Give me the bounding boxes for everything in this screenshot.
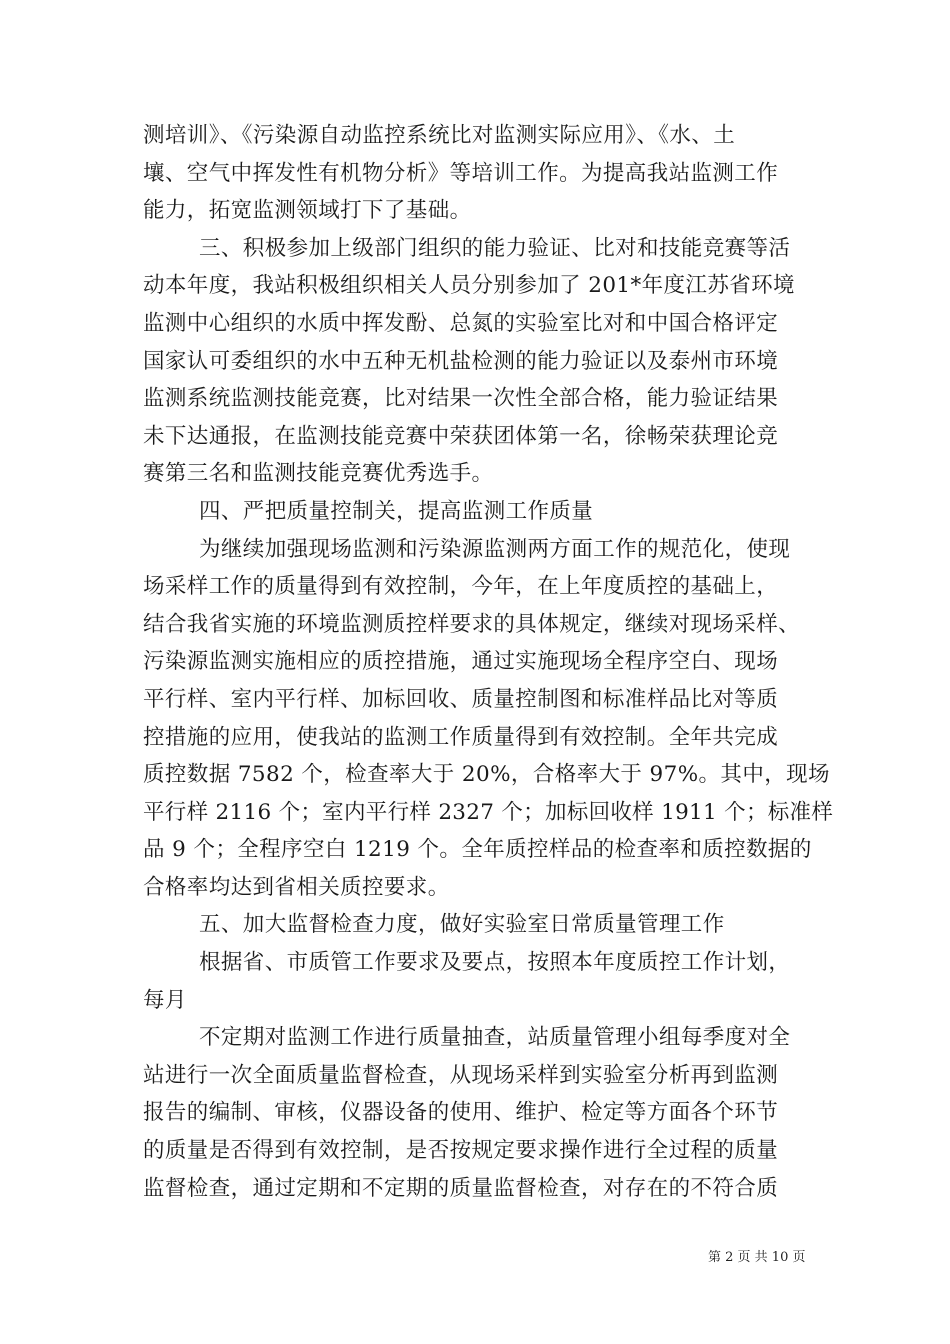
page-number-footer: 第 2 页 共 10 页 <box>708 1250 806 1265</box>
text-line: 壤、空气中挥发性有机物分析》等培训工作。为提高我站监测工作 <box>143 160 779 186</box>
text-line: 赛第三名和监测技能竞赛优秀选手。 <box>143 461 494 487</box>
document-body <box>143 117 833 1207</box>
text-line: 平行样、室内平行样、加标回收、质量控制图和标准样品比对等质 <box>143 686 779 712</box>
text-line: 每月 <box>143 987 187 1013</box>
text-line: 测培训》、《污染源自动监控系统比对监测实际应用》、《水、土 <box>143 123 736 148</box>
text-line: 为继续加强现场监测和污染源监测两方面工作的规范化，使现 <box>199 536 791 562</box>
text-line: 监督检查，通过定期和不定期的质量监督检查，对存在的不符合质 <box>143 1175 779 1201</box>
text-line: 平行样 2116 个；室内平行样 2327 个；加标回收样 1911 个；标准样 <box>143 799 834 825</box>
text-line: 站进行一次全面质量监督检查，从现场采样到实验室分析再到监测 <box>143 1062 779 1088</box>
text-line: 国家认可委组织的水中五种无机盐检测的能力验证以及泰州市环境 <box>143 348 779 374</box>
text-line: 根据省、市质管工作要求及要点，按照本年度质控工作计划， <box>199 950 791 976</box>
text-line: 三、积极参加上级部门组织的能力验证、比对和技能竞赛等活 <box>199 235 791 261</box>
text-line: 监测中心组织的水质中挥发酚、总氮的实验室比对和中国合格评定 <box>143 310 779 336</box>
text-line: 监测系统监测技能竞赛，比对结果一次性全部合格，能力验证结果 <box>143 386 779 412</box>
text-line: 控措施的应用，使我站的监测工作质量得到有效控制。全年共完成 <box>143 724 779 750</box>
text-line: 的质量是否得到有效控制，是否按规定要求操作进行全过程的质量 <box>143 1138 779 1164</box>
text-line: 未下达通报，在监测技能竞赛中荣获团体第一名，徐畅荣获理论竞 <box>143 423 779 449</box>
text-line: 场采样工作的质量得到有效控制，今年，在上年度质控的基础上， <box>143 574 779 600</box>
text-line: 报告的编制、审核，仪器设备的使用、维护、检定等方面各个环节 <box>143 1100 779 1126</box>
text-line: 结合我省实施的环境监测质控样要求的具体规定，继续对现场采样、 <box>143 611 801 637</box>
text-line: 不定期对监测工作进行质量抽查，站质量管理小组每季度对全 <box>199 1025 791 1051</box>
text-line: 污染源监测实施相应的质控措施，通过实施现场全程序空白、现场 <box>143 649 779 675</box>
text-line: 五、加大监督检查力度，做好实验室日常质量管理工作 <box>199 912 725 938</box>
text-line: 四、严把质量控制关，提高监测工作质量 <box>199 498 594 524</box>
text-line: 能力，拓宽监测领域打下了基础。 <box>143 198 472 224</box>
text-line: 品 9 个；全程序空白 1219 个。全年质控样品的检查率和质控数据的 <box>143 837 812 863</box>
text-line: 动本年度，我站积极组织相关人员分别参加了 201*年度江苏省环境 <box>143 273 795 299</box>
text-line: 合格率均达到省相关质控要求。 <box>143 874 450 900</box>
text-line: 质控数据 7582 个，检查率大于 20%，合格率大于 97%。其中，现场 <box>143 762 830 788</box>
